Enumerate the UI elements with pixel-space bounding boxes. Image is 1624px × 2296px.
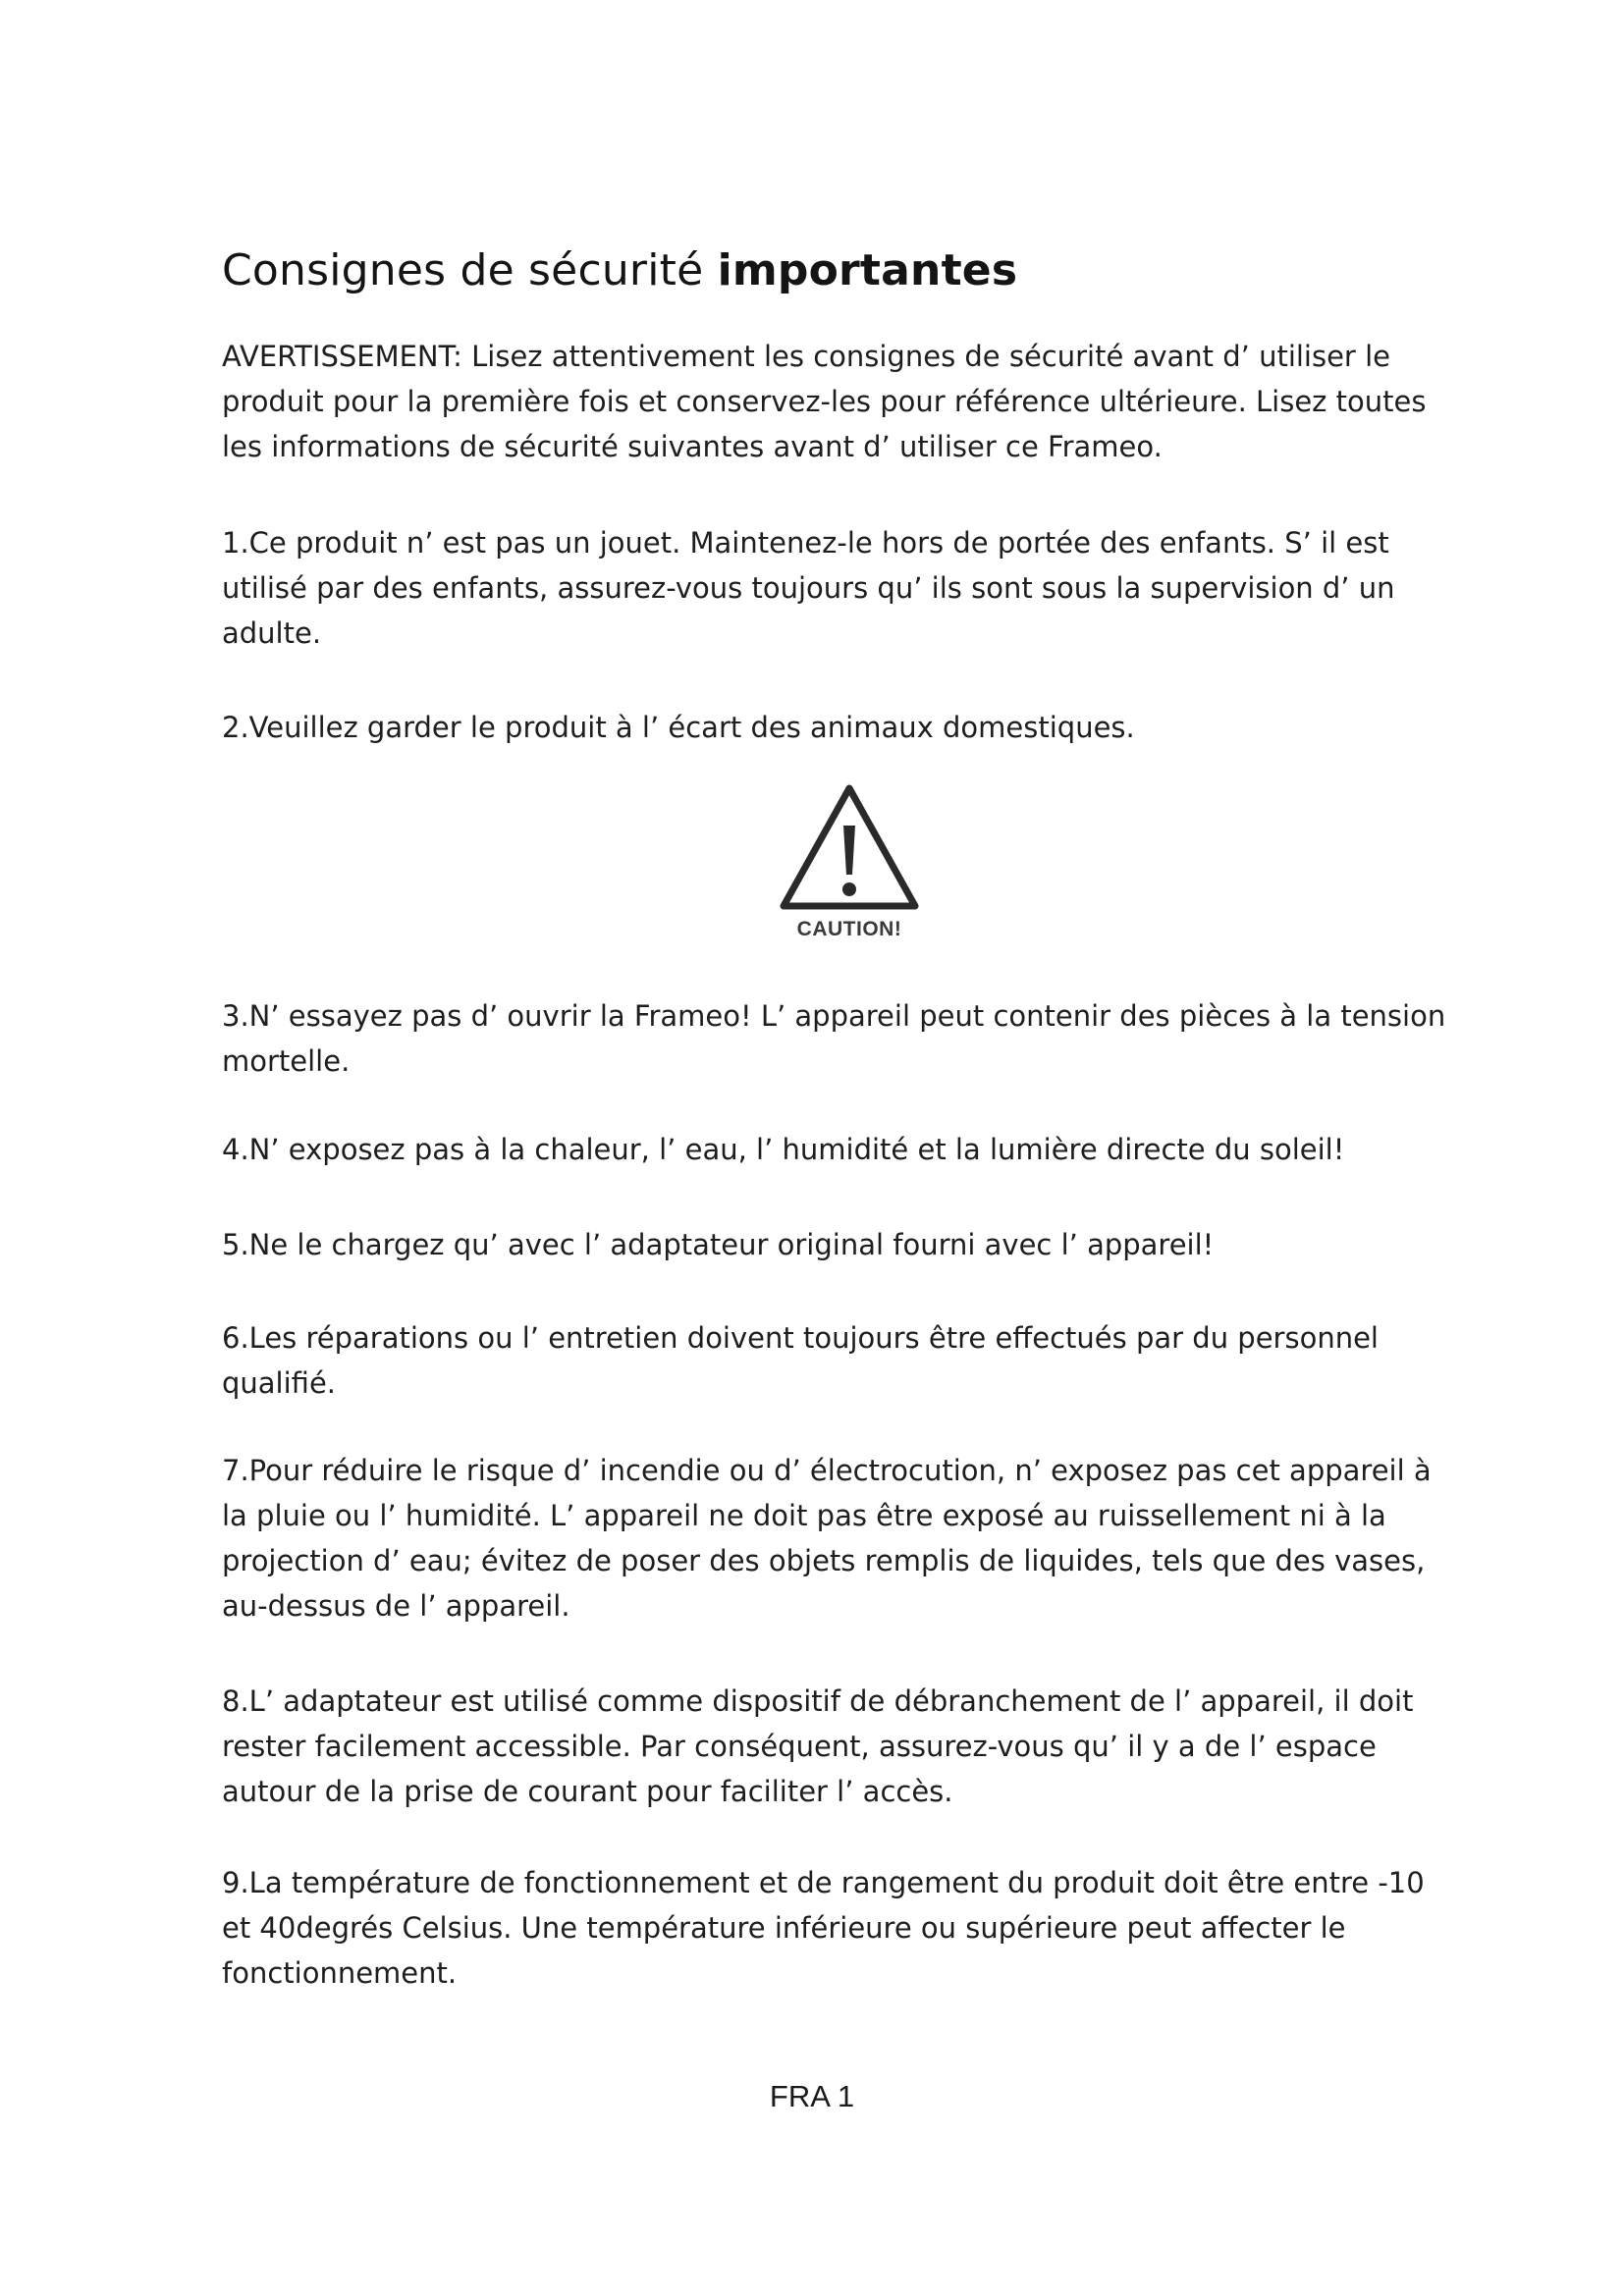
safety-item-2: 2.Veuillez garder le produit à l’ écart des animaux domestiques. bbox=[222, 711, 1135, 744]
safety-item-4: 4.N’ exposez pas à la chaleur, l’ eau, l’ humidité et la lumière directe du soleil! bbox=[222, 1133, 1345, 1166]
safety-item-8: 8.L’ adaptateur est utilisé comme dispositif de débranchement de l’ appareil, il doit rester facilement accessible. Par conséquent, assurez-vous qu’ il y a de l’ espace autour de la prise de courant pour faciliter l’ accès. bbox=[222, 1684, 1414, 1808]
safety-item-3: 3.N’ essayez pas d’ ouvrir la Frameo! L’ appareil peut contenir des pièces à la tension mortelle. bbox=[222, 999, 1446, 1078]
safety-item-6: 6.Les réparations ou l’ entretien doivent toujours être effectués par du personnel qualifié. bbox=[222, 1321, 1379, 1400]
warning-paragraph: AVERTISSEMENT: Lisez attentivement les consignes de sécurité avant d’ utiliser le produit pour la première fois et conservez-les pour référence ultérieure. Lisez toutes les informations de sécurité suivantes avant d’ utiliser ce Frameo. bbox=[222, 340, 1427, 463]
safety-item-5: 5.Ne le chargez qu’ avec l’ adaptateur original fourni avec l’ appareil! bbox=[222, 1228, 1215, 1261]
page-number: FRA 1 bbox=[769, 2079, 855, 2113]
title-prefix: Consignes de sécurité bbox=[222, 245, 704, 295]
warning-triangle-icon bbox=[776, 780, 923, 918]
page-title bbox=[222, 245, 1017, 295]
caution-sign bbox=[776, 780, 923, 957]
safety-item-1: 1.Ce produit n’ est pas un jouet. Maintenez-le hors de portée des enfants. S’ il est utilisé par des enfants, assurez-vous toujours qu’ ils sont sous la supervision d’ un adulte. bbox=[222, 526, 1395, 650]
safety-item-7: 7.Pour réduire le risque d’ incendie ou d’ électrocution, n’ exposez pas cet appareil à la pluie ou l’ humidité. L’ appareil ne doit pas être exposé au ruissellement ni à la projection d’ eau; évitez de poser des objets remplis de liquides, tels que des vases, au-dessus de l’ appareil. bbox=[222, 1454, 1432, 1623]
safety-item-9: 9.La température de fonctionnement et de rangement du produit doit être entre -10 et 40degrés Celsius. Une température inférieure ou supérieure peut affecter le fonctionnement. bbox=[222, 1866, 1425, 1990]
title-suffix: importantes bbox=[717, 245, 1018, 295]
caution-label: CAUTION! bbox=[796, 918, 902, 940]
